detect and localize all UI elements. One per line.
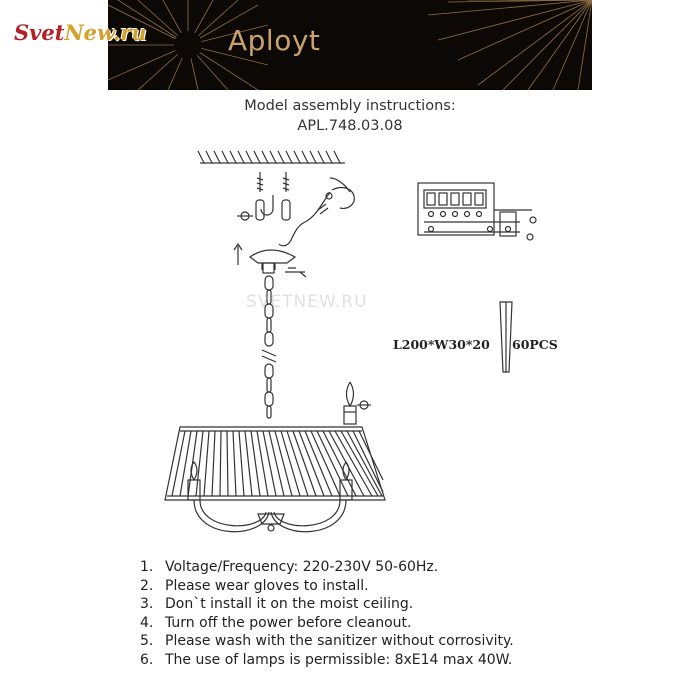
bulb-detail [344,382,371,424]
list-item [140,577,514,596]
item-number: 4. [140,614,154,631]
list-item [140,651,514,670]
ceiling-hatch [198,151,345,163]
list-item [140,614,514,633]
shop-logo-part2: New.ru [64,20,147,45]
list-item [140,632,514,651]
item-text: Turn off the power before cleanout. [165,614,412,631]
brand-name: Aployt [228,24,321,57]
crystal-quantity: 60PCS [512,337,558,352]
item-text: The use of lamps is permissible: 8xE14 max 40W. [165,651,513,668]
list-item [140,558,514,577]
drill-symbol [237,212,253,220]
crystal-dimensions: L200*W30*20 [393,337,490,352]
item-number: 3. [140,596,154,612]
instructions-list [140,558,514,669]
ceiling-canopy [250,250,295,263]
lamp-arms [194,500,346,532]
item-number: 1. [140,559,154,575]
model-number: APL.748.03.08 [297,118,403,134]
item-text: Voltage/Frequency: 220-230V 50-60Hz. [165,559,439,575]
item-text: Please wash with the sanitizer without corrosivity. [165,633,514,649]
crystal-prism [500,302,512,372]
title-line1: Model assembly instructions: [244,98,456,114]
watermark: SVETNEW.RU [246,292,368,312]
item-text: Please wear gloves to install. [165,577,369,594]
shop-logo-part1: Svet [14,20,65,45]
wiring-diagram [418,183,536,240]
mounting-screws [256,172,290,220]
item-text: Don`t install it on the moist ceiling. [165,596,414,612]
list-item [140,595,514,614]
item-number: 5. [140,633,154,649]
item-number: 6. [140,651,154,668]
arrow-up [234,244,242,265]
item-number: 2. [140,577,154,594]
